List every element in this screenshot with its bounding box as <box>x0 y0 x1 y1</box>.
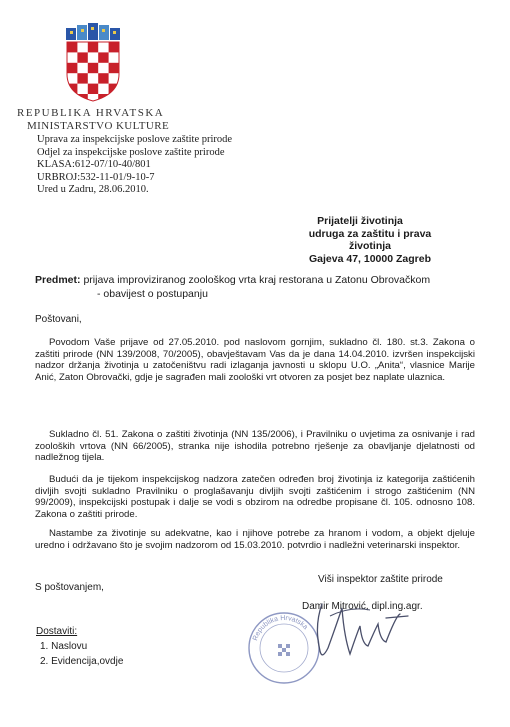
crown <box>66 23 120 40</box>
urbroj: URBROJ:532-11-01/9-10-7 <box>37 171 155 183</box>
stamp-text: Republika Hrvatska <box>252 614 309 642</box>
coat-of-arms <box>62 22 124 102</box>
distribution-item: 1. Naslovu <box>40 641 88 652</box>
recipient-desc: udruga za zaštitu i prava životinja <box>308 227 432 252</box>
shield-check <box>67 63 77 73</box>
shield-check <box>67 42 77 52</box>
recipient-name: Prijatelji životinja <box>317 215 403 227</box>
shield-check <box>77 73 87 83</box>
ministry-name: REPUBLIKA HRVATSKA <box>17 107 165 119</box>
subject-line-2: - obavijest o postupanju <box>97 288 208 300</box>
klasa: KLASA:612-07/10-40/801 <box>37 159 151 170</box>
distribution-label: Dostaviti: <box>36 626 78 637</box>
paragraph: Povodom Vaše prijave od 27.05.2010. pod naslovom gornjim, sukladno čl. 180. st.3. Zakona o zaštiti prirode (NN 139/2008, 70/2005), obavještavam Vas da je dana 14.04.2010. izvršen inspekcijski nadzor držanja životinja u zatočeništvu radi izlaganja javnosti u sklopu U.O. „Anita“, vlasnice Marije Anić, Zaton Obrovački, gdje je sagrađen mali zoološki vrt otvoren za posjet bez naplate ulaznica. <box>35 337 475 383</box>
shield-check <box>77 52 87 62</box>
signature-title: Viši inspektor zaštite prirode <box>318 574 443 585</box>
paragraph: Budući da je tijekom inspekcijskog nadzora zatečen određen broj životinja iz kategorija zaštićenih divljih svojti sukladno Pravilniku o proglašavanju divljih svojti zaštićenim i strogo zaštićenim (NN 99/2009), inspekcijski postupak i dalje se vodi s obzirom na odredbe propisane čl. 105. odnosno 108. Zakona o zaštiti prirode. <box>35 474 475 520</box>
subject-label: Predmet: <box>35 274 81 286</box>
sender-line: Odjel za inspekcijske poslove zaštite prirode <box>37 146 225 158</box>
subject-text: prijava improviziranog zoološkog vrta kraj restorana u Zatonu Obrovačkom <box>83 274 431 286</box>
subject-line <box>35 274 430 286</box>
shield-check <box>109 63 119 73</box>
shield-check <box>98 52 108 62</box>
paragraph: Nastambe za životinje su adekvatne, kao i njihove potrebe za hranom i vodom, a objekt djeluje uredno i održavano što je svojim nadzorom od 15.03.2010. potvrdio i nadležni veterinarski inspektor. <box>35 528 475 551</box>
distribution-item: 2. Evidencija,ovdje <box>40 656 124 667</box>
sender-block <box>37 134 232 197</box>
checkerboard-shield <box>67 42 119 102</box>
recipient-block <box>240 215 450 265</box>
greeting: Poštovani, <box>35 314 82 325</box>
shield-check <box>109 42 119 52</box>
shield-check <box>88 84 98 94</box>
recipient-address: Gajeva 47, 10000 Zagreb <box>309 252 431 265</box>
handwritten-signature <box>300 596 420 666</box>
date-place: Ured u Zadru, 28.06.2010. <box>37 184 149 195</box>
ministry-sub: MINISTARSTVO KULTURE <box>27 120 170 132</box>
distribution-block <box>36 624 123 669</box>
shield-check <box>98 73 108 83</box>
sender-line: Uprava za inspekcijske poslove zaštite prirode <box>37 134 233 145</box>
signature-name: Damir Mitrović, dipl.ing.agr. <box>302 601 423 612</box>
paragraph: Sukladno čl. 51. Zakona o zaštiti životinja (NN 135/2006), i Pravilniku o uvjetima za osnivanje i rad zooloških vrtova (NN 66/2005), stranka nije ishodila potrebno rješenje za obavljanje djelatnosti od nadležnog tijela. <box>35 429 475 464</box>
shield-check <box>88 63 98 73</box>
shield-check <box>88 42 98 52</box>
closing: S poštovanjem, <box>35 582 104 593</box>
